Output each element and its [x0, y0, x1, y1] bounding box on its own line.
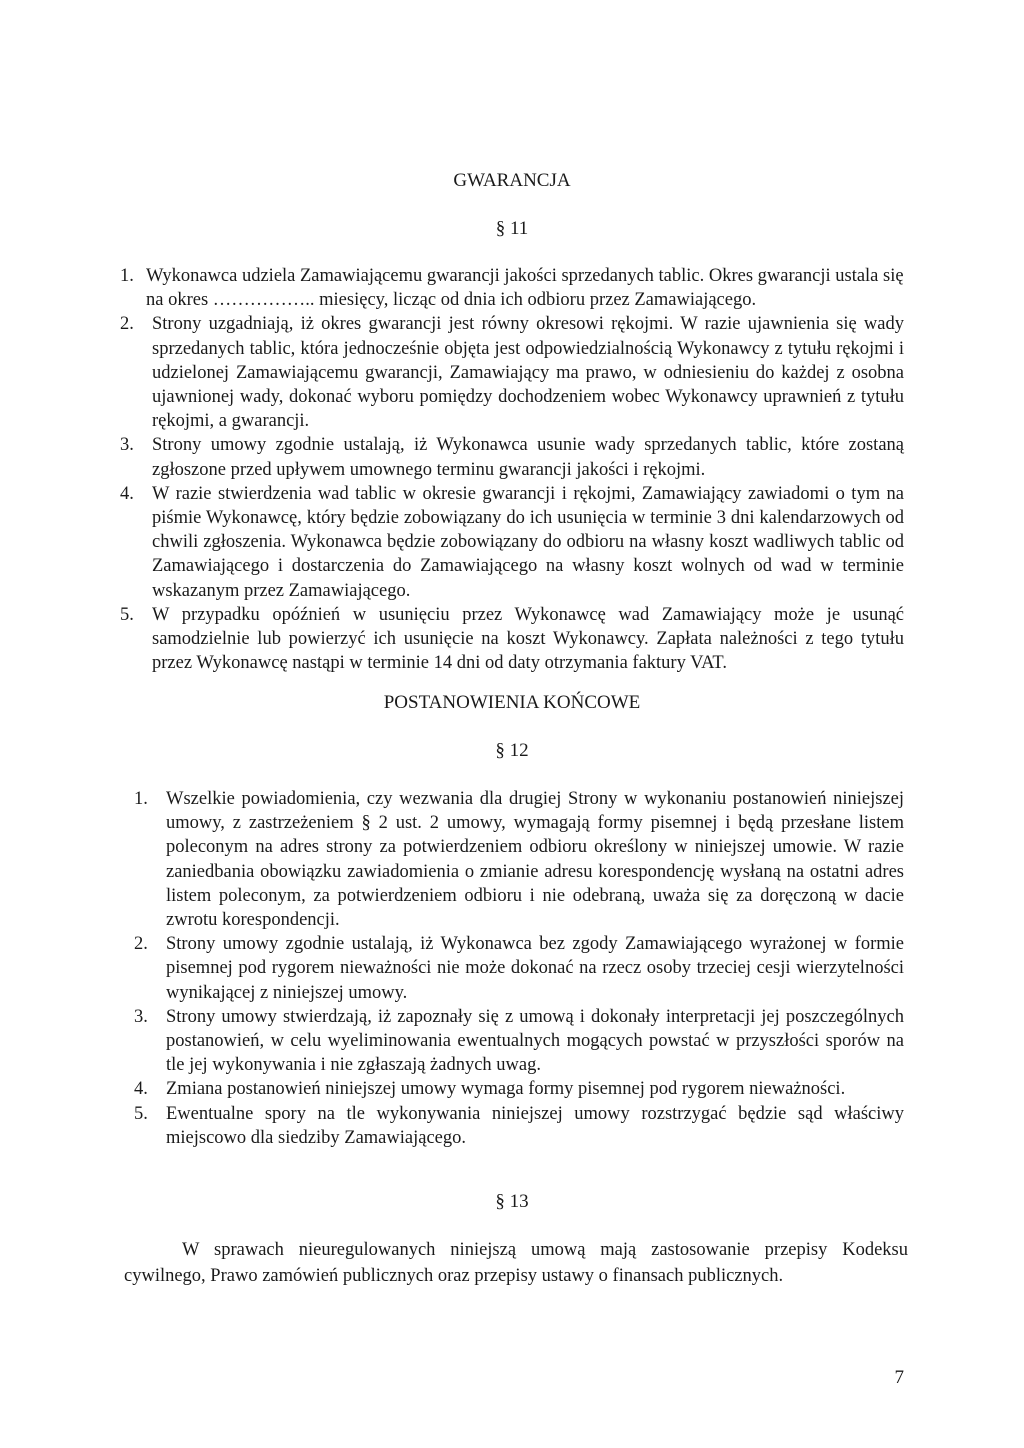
list-item-text: Strony umowy stwierdzają, iż zapoznały się z umową i dokonały interpretacji jej poszczególnych postanowień, w celu wyeliminowania ewentualnych mogących powstać w przyszłości sporów na tle jej wykonywania i nie zgłaszają żadnych uwag.: [166, 1006, 904, 1076]
list-item: [120, 312, 904, 433]
list-item: [134, 1102, 904, 1150]
section-title-final-provisions: POSTANOWIENIA KOŃCOWE: [383, 692, 641, 713]
list-item-text: Strony umowy zgodnie ustalają, iż Wykonawca bez zgody Zamawiającego wyrażonej w formie pisemnej pod rygorem nieważności nie może dokonać na rzecz osoby trzeciej cesji wierzytelności wynikającej z niniejszej umowy.: [166, 934, 904, 1003]
list-item: [134, 1077, 904, 1101]
paragraph-mark-11: § 11: [495, 218, 529, 239]
list-item: [134, 932, 904, 1005]
list-item-number: 5.: [120, 604, 134, 625]
list-item-text: W razie stwierdzenia wad tablic w okresie gwarancji i rękojmi, Zamawiający zawiadomi o tym na piśmie Wykonawcę, który będzie zobowiązany do ich usunięcia w terminie 3 dni kalendarzowych od chwili zgłoszenia. Wykonawca będzie zobowiązany do odbioru na własny koszt wadliwych tablic od Zamawiającego i dostarczenia do Zamawiającego na własny koszt wolnych od wad w terminie wskazanym przez Zamawiającego.: [152, 483, 904, 601]
list-item-number: 3.: [120, 435, 134, 456]
list-item: [120, 264, 904, 312]
list-item-text: Wszelkie powiadomienia, czy wezwania dla drugiej Strony w wykonaniu postanowień niniejszej umowy, z zastrzeżeniem § 2 ust. 2 umowy, wymagają formy pisemnej i będą przesłane listem poleconym na adres strony za potwierdzeniem odbioru określony w niniejszej umowie. W razie zaniedbania obowiązku zawiadomienia o zmianie adresu korespondencję wysłaną na ostatni adres listem poleconym, za potwierdzeniem odbioru i nie odebraną, uważa się za doręczoną w dacie zwrotu korespondencji.: [166, 789, 904, 931]
list-item-number: 2.: [134, 934, 148, 955]
paragraph-mark-13: § 13: [495, 1191, 529, 1212]
closing-paragraph: W sprawach nieuregulowanych niniejszą umową mają zastosowanie przepisy Kodeksu cywilnego, Prawo zamówień publicznych oraz przepisy ustawy o finansach publicznych.: [124, 1240, 908, 1286]
list-item: [120, 603, 904, 676]
list-item-number: 1.: [134, 789, 148, 809]
list-item-number: 2.: [120, 314, 134, 335]
list-item-number: 5.: [134, 1103, 148, 1124]
guarantee-list: [120, 264, 904, 675]
list-item-text: Zmiana postanowień niniejszej umowy wymaga formy pisemnej pod rygorem nieważności.: [166, 1079, 846, 1100]
page-number: 7: [894, 1367, 904, 1388]
list-item: [120, 482, 904, 603]
list-item-number: 1.: [120, 266, 134, 286]
list-item: [134, 787, 904, 932]
list-item-text: Strony uzgadniają, iż okres gwarancji jest równy okresowi rękojmi. W razie ujawnienia się wady sprzedanych tablic, która jednocześnie objęta jest odpowiedzialnością Wykonawcy z tytułu rękojmi i udzielonej Zamawiającemu gwarancji, Zamawiający ma prawo, w odniesieniu do każdej z osobna ujawnionej wady, dokonać wyboru pomiędzy dochodzeniem wobec Wykonawcy uprawnień z tytułu rękojmi, a gwarancji.: [152, 314, 904, 432]
list-item-number: 4.: [120, 483, 134, 504]
final-provisions-list: [134, 787, 904, 1150]
list-item: [134, 1005, 904, 1078]
list-item: [120, 433, 904, 481]
paragraph-mark-12: § 12: [495, 740, 529, 761]
list-item-text: W przypadku opóźnień w usunięciu przez Wykonawcę wad Zamawiający może je usunąć samodzielnie lub powierzyć ich usunięcie na koszt Wykonawcy. Zapłata należności z tego tytułu przez Wykonawcę nastąpi w terminie 14 dni od daty otrzymania faktury VAT.: [152, 604, 904, 674]
list-item-text: Strony umowy zgodnie ustalają, iż Wykonawca usunie wady sprzedanych tablic, które zostaną zgłoszone przed upływem umownego terminu gwarancji jakości i rękojmi.: [152, 435, 904, 480]
list-item-text: Ewentualne spory na tle wykonywania niniejszej umowy rozstrzygać będzie sąd właściwy miejscowo dla siedziby Zamawiającego.: [166, 1103, 904, 1148]
section-title-guarantee: GWARANCJA: [453, 170, 571, 191]
list-item-number: 3.: [134, 1006, 148, 1027]
list-item-number: 4.: [134, 1079, 148, 1100]
list-item-text: Wykonawca udziela Zamawiającemu gwarancji jakości sprzedanych tablic. Okres gwarancji ustala się na okres …………….. miesięcy, licząc od dnia ich odbioru przez Zamawiającego.: [146, 266, 904, 311]
